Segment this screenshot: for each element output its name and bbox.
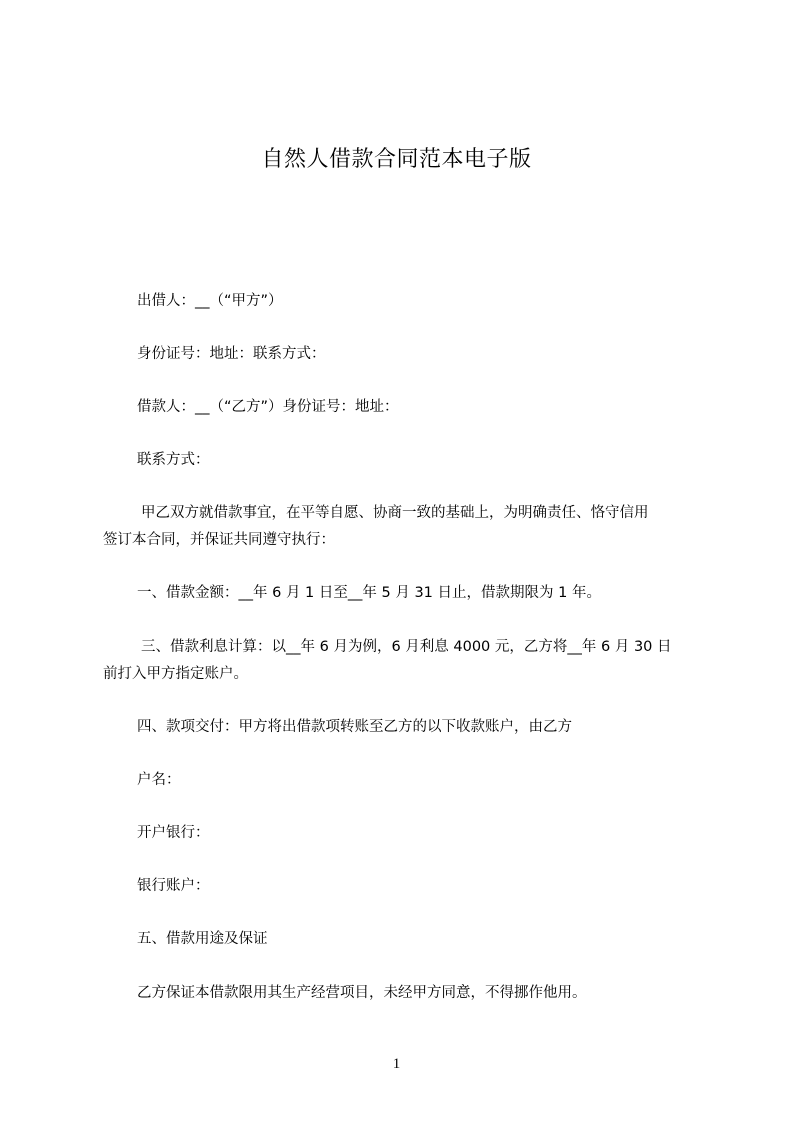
page-number: 1 [392, 1056, 401, 1072]
lender-line: 出借人：__（“甲方”） [137, 293, 283, 309]
clause-5-heading: 五、借款用途及保证 [137, 931, 268, 947]
lender-contact-line: 身份证号：地址：联系方式： [137, 346, 326, 362]
clause-5-body: 乙方保证本借款限用其生产经营项目，未经甲方同意，不得挪作他用。 [137, 985, 587, 1001]
clause-1: 一、借款金额：__年 6 月 1 日至__年 5 月 31 日止，借款期限为 1 年。 [137, 585, 601, 601]
clause-3-line-1: 三、借款利息计算：以__年 6 月为例，6 月利息 4000 元，乙方将__年 6 月 30 日 [141, 639, 672, 655]
bank-line: 开户银行： [137, 825, 210, 841]
borrower-contact-line: 联系方式： [137, 452, 210, 468]
clause-3-line-2: 前打入甲方指定账户。 [103, 666, 248, 682]
account-name-line: 户名： [137, 772, 181, 788]
clause-4: 四、款项交付：甲方将出借款项转账至乙方的以下收款账户，由乙方 [137, 719, 572, 735]
bank-account-line: 银行账户： [137, 878, 210, 894]
document-title: 自然人借款合同范本电子版 [261, 147, 532, 172]
borrower-line: 借款人：__（“乙方”）身份证号：地址： [137, 399, 399, 415]
preamble-line-1: 甲乙双方就借款事宜，在平等自愿、协商一致的基础上，为明确责任、恪守信用 [141, 505, 649, 521]
preamble-line-2: 签订本合同，并保证共同遵守执行： [103, 532, 335, 548]
